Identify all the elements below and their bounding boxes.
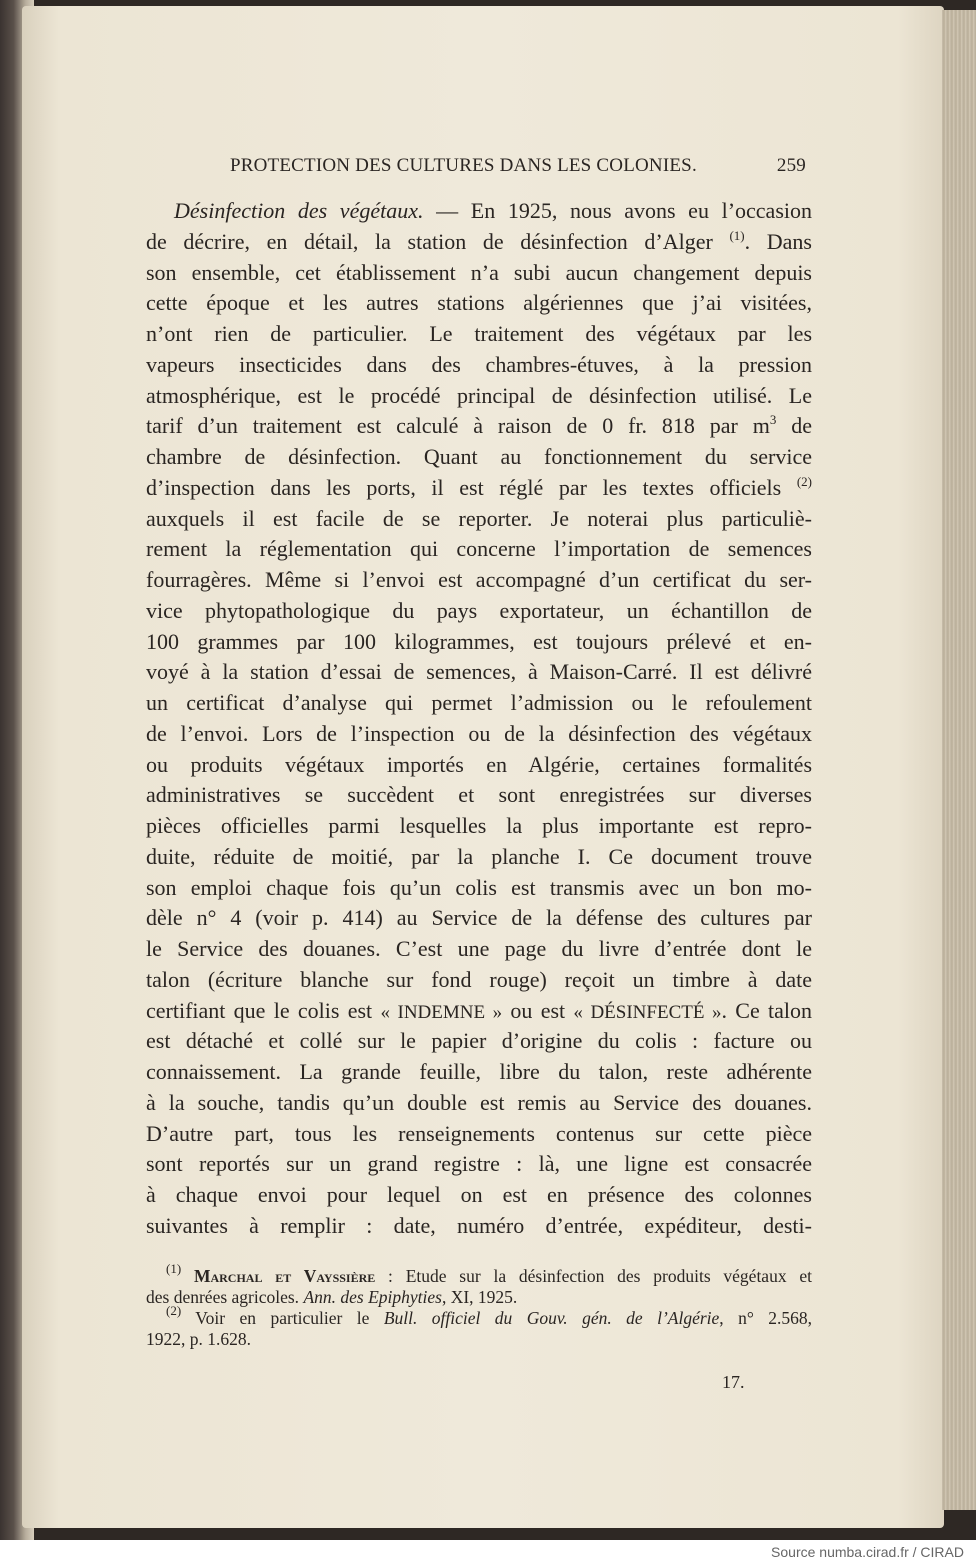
footnote-ref: (1)	[729, 227, 745, 243]
body-text	[146, 196, 812, 1242]
footnote-journal: Ann. des Epiphyties	[303, 1287, 442, 1307]
footnote-authors: Marchal et Vayssière	[193, 1266, 376, 1286]
text-line: un certificat d’analyse qui permet l’admission ou le refoulement	[146, 690, 812, 715]
source-bar	[0, 1540, 976, 1566]
text-line: talon (écriture blanche sur fond rouge) reçoit un timbre à date	[146, 966, 812, 992]
text-line: n’ont rien de particulier. Le traitement des végétaux par les	[146, 321, 812, 346]
text-line: son emploi chaque fois qu’un colis est transmis avec un bon mo-	[146, 874, 812, 900]
footnote-1: $^{(1)}$ Marchal et Vayssière : Etude sur la désinfection des produits végétaux et	[166, 1261, 812, 1286]
footnote-2: $^{(2)}$ Voir en particulier le Bull. officiel du Gouv. gén. de l’Algérie, n° 2.568,	[166, 1303, 812, 1328]
footnote-1-cont: des denrées agricoles. Ann. des Epiphyties, XI, 1925.	[146, 1287, 518, 1307]
text-line: de décrire, en détail, la station de désinfection d’Alger $^{(1)}$. Dans	[146, 227, 812, 254]
stamp-label-indemne: « INDEMNE »	[380, 1001, 503, 1023]
text-line: duite, réduite de moitié, par la planche I. Ce document trouve	[146, 843, 812, 869]
text-line: rement la réglementation qui concerne l’importation de semences	[146, 536, 812, 562]
text-line: ou produits végétaux importés en Algérie, certaines formalités	[146, 751, 812, 777]
text-line: de l’envoi. Lors de l’inspection ou de la désinfection des végétaux	[146, 720, 812, 746]
text-line: D’autre part, tous les renseignements contenus sur cette pièce	[146, 1120, 812, 1146]
signature-mark: 17.	[722, 1372, 745, 1392]
text-line: certifiant que le colis est « INDEMNE » ou est « DÉSINFECTÉ ». Ce talon	[146, 997, 812, 1023]
text-line: vice phytopathologique du pays exportateur, un échantillon de	[146, 597, 812, 623]
page-number: 259	[776, 155, 806, 176]
text-line: est détaché et collé sur le papier d’origine du colis : facture ou	[146, 1028, 812, 1054]
footnotes	[146, 1261, 812, 1350]
text-line: suivantes à remplir : date, numéro d’entrée, expéditeur, desti-	[146, 1212, 812, 1238]
text-line: atmosphérique, est le procédé principal de désinfection utilisé. Le	[146, 382, 812, 408]
text-line: Désinfection des végétaux. — En 1925, nous avons eu l’occasion	[174, 198, 812, 223]
text-line: le Service des douanes. C’est une page du livre d’entrée dont le	[146, 936, 812, 961]
running-title: PROTECTION DES CULTURES DANS LES COLONIES.	[230, 155, 697, 176]
text-line: pièces officielles parmi lesquelles la plus importante est repro-	[146, 813, 812, 838]
footnote-journal: Bull. officiel du Gouv. gén. de l’Algérie	[383, 1308, 720, 1328]
text-line: tarif d’un traitement est calculé à raison de 0 fr. 818 par $m^3$ de	[146, 412, 813, 439]
text-line: 100 grammes par 100 kilogrammes, est toujours prélevé et en-	[146, 628, 812, 654]
text-line: dèle n° 4 (voir p. 414) au Service de la défense des cultures par	[146, 905, 812, 931]
text-line: d’inspection dans les ports, il est réglé par les textes officiels $^{(2)}$	[146, 473, 812, 500]
section-heading: Désinfection des végétaux.	[174, 198, 424, 223]
text-line: à la souche, tandis qu’un double est remis au Service des douanes.	[146, 1089, 812, 1115]
text-line: vapeurs insecticides dans des chambres-étuves, à la pression	[146, 351, 812, 377]
running-header	[148, 152, 812, 182]
text-line: cette époque et les autres stations algériennes que j’ai visitées,	[146, 290, 812, 316]
source-credit: Source numba.cirad.fr / CIRAD	[771, 1544, 964, 1560]
footnote-2-cont: 1922, p. 1.628.	[146, 1329, 251, 1349]
text-line: auxquels il est facile de se reporter. Je noterai plus particuliè-	[146, 505, 812, 531]
superscript: 3	[769, 412, 777, 428]
page-stack-edge	[942, 10, 976, 1510]
text-line: fourragères. Même si l’envoi est accompagné d’un certificat du ser-	[146, 567, 812, 592]
text-line: connaissement. La grande feuille, libre du talon, reste adhérente	[146, 1059, 812, 1084]
text-line: administratives se succèdent et sont enregistrées sur diverses	[146, 782, 812, 808]
text-line: chambre de désinfection. Quant au fonctionnement du service	[146, 444, 812, 469]
text-line: sont reportés sur un grand registre : là, une ligne est consacrée	[146, 1151, 812, 1177]
footnote-ref: (2)	[796, 473, 812, 489]
text-line: à chaque envoi pour lequel on est en présence des colonnes	[146, 1182, 812, 1207]
text-line: son ensemble, cet établissement n’a subi aucun changement depuis	[146, 259, 812, 285]
stamp-label-desinfecte: « DÉSINFECTÉ »	[573, 1001, 722, 1023]
text-line: voyé à la station d’essai de semences, à Maison-Carré. Il est délivré	[146, 659, 812, 685]
